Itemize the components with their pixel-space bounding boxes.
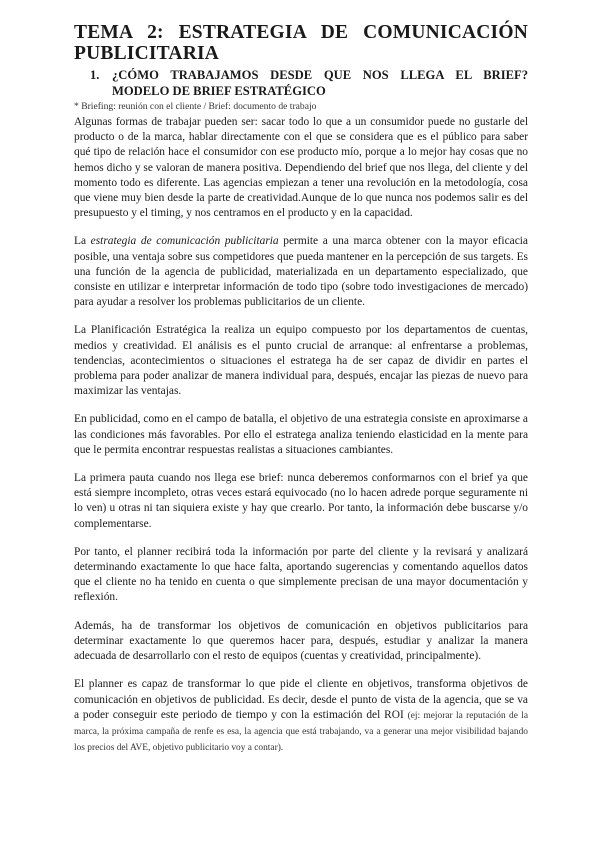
roi-main-text: El planner es capaz de transformar lo que pide el cliente en objetivos, transforma objetivos de comunicación en objetivos de publicidad. Es decir, desde el punto de vista de la agencia, que se va a poder conseguir este periodo de tiempo y con la estimación del ROI [74,678,528,721]
paragraph-first-guideline: La primera pauta cuando nos llega ese brief: nunca deberemos conformarnos con el brief ya que está siempre incompleto, otras veces estará equivocado (no lo hacen adrede porque seguramente ni lo ven) u otras ni tan siquiera existe y hay que crearlo. Por tanto, la información debe buscarse y/o complementarse. [74,472,528,530]
paragraph-objectives: Además, ha de transformar los objetivos de comunicación en objetivos publicitarios para determinar exactamente lo que queremos hacer para, después, estudiar y analizar la manera adecuada de desarrollarlo con el resto de equipos (cuentas y creatividad, principalmente). [74,619,528,663]
paragraph-planner-roi [74,677,528,756]
paragraph-planner-info: Por tanto, el planner recibirá toda la información por parte del cliente y la revisará y analizará determinando exactamente lo que hace falta, aportando sugerencias y comentando aquellos datos que el cliente no ha tenido en cuenta o que simplemente precisan de una mayor documentación y reflexión. [74,545,528,604]
paragraph-strategic-planning: La Planificación Estratégica la realiza un equipo compuesto por los departamentos de cuentas, medios y creatividad. El análisis es el punto crucial de arranque: al enfrentarse a problemas, tendencias, acontecimientos o situaciones el estratega ha de ser capaz de dividir en partes el problema para poder analizar de manera individual para, después, encajar las piezas de nuevo para maximizar las ventajas. [74,324,528,398]
strategy-text-after: permite a una marca obtener con la mayor eficacia posible, una ventaja sobre sus competidores que pueda mantener en la percepción de sus targets. Es una función de la agencia de publicidad, materializada en un departamento especializado, que consiste en utilizar e interpretar información de todo tipo (sobre todo investigaciones de mercado) para ayudar a resolver los problemas publicitarios de un cliente. [74,235,528,309]
section-number: 1. [90,68,100,82]
document-title: TEMA 2: ESTRATEGIA DE COMUNICACIÓN PUBLICITARIA [74,22,528,64]
strategy-italic-term: estrategia de comunicación publicitaria [90,235,279,248]
paragraph-work-methods: Algunas formas de trabajar pueden ser: sacar todo lo que a un consumidor puede no gustarle del producto o de la marca, hablar directamente con el que se considera que es el público para saber qué tipo de relación hace el consumidor con ese producto mío, porque a lo mejor hay cosas que no hemos dicho y se valoran de manera positiva. Dependiendo del brief que nos llega, del cliente y del momento todo es diferente. Las agencias empiezan a tener una revolución en la metodología, cosa que viene muy bien desde la parte de creatividad.Aunque de lo que nunca nos podemos salir es del presupuesto y el timing, y nos centramos en el producto y en la capacidad. [74,116,528,220]
strategy-text-before: La [74,235,91,248]
paragraph-battlefield: En publicidad, como en el campo de batalla, el objetivo de una estrategia consiste en aproximarse a las condiciones más favorables. Por ello el estratega analiza teniendo elasticidad en la mente para que le permita encontrar respuestas realistas a situaciones cambiantes. [74,413,528,456]
section-heading [90,67,528,99]
paragraph-strategy-definition [74,234,528,310]
roi-example-text: (ej: mejorar la reputación de la marca, la próxima campaña de renfe es esa, la agencia que está trabajando, va a generar una mejor visibilidad bajando los precios del AVE, objetivo publicitario voy a contar). [74,710,528,754]
section-title: ¿CÓMO TRABAJAMOS DESDE QUE NOS LLEGA EL BRIEF? MODELO DE BRIEF ESTRATÉGICO [112,68,528,98]
briefing-note: * Briefing: reunión con el cliente / Brief: documento de trabajo [74,101,317,112]
